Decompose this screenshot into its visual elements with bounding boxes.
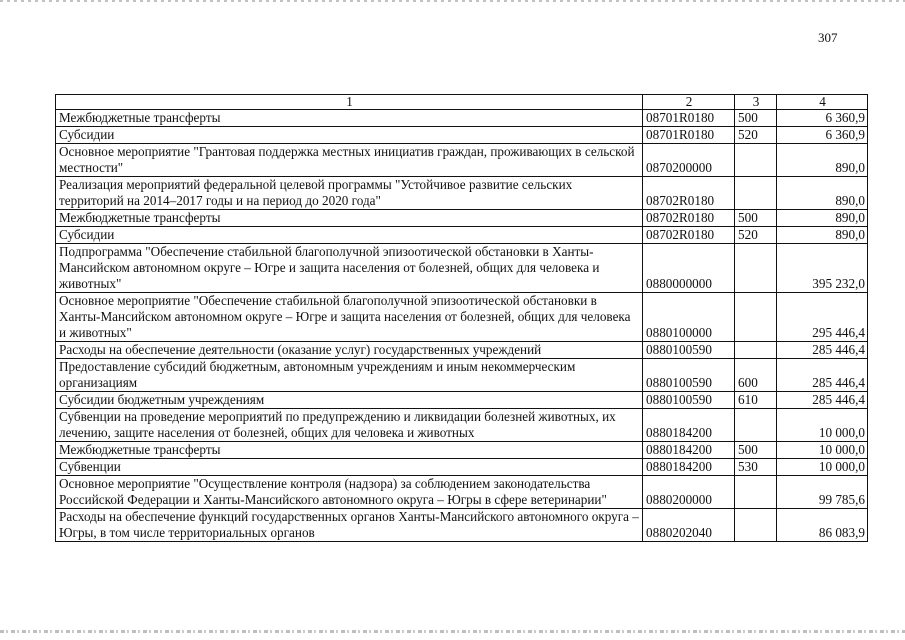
row-name: Основное мероприятие "Обеспечение стабильной благополучной эпизоотической обстановки в Ханты-Мансийском автономном округе – Югре и защита населения от болезней, общих для человека и животных" (56, 293, 643, 342)
row-type: 530 (735, 459, 777, 476)
header-cell-code: 2 (643, 95, 735, 110)
row-type (735, 144, 777, 177)
row-amount: 6 360,9 (777, 127, 868, 144)
row-code: 0880184200 (643, 459, 735, 476)
table-row (56, 342, 868, 359)
row-amount: 86 083,9 (777, 509, 868, 542)
row-amount: 10 000,0 (777, 459, 868, 476)
table-row (56, 509, 868, 542)
table-row (56, 392, 868, 409)
row-amount: 285 446,4 (777, 392, 868, 409)
row-type (735, 509, 777, 542)
table-row (56, 459, 868, 476)
row-type (735, 293, 777, 342)
row-amount: 295 446,4 (777, 293, 868, 342)
row-code: 0870200000 (643, 144, 735, 177)
row-name: Субсидии бюджетным учреждениям (56, 392, 643, 409)
row-type: 520 (735, 127, 777, 144)
row-code: 0880100590 (643, 359, 735, 392)
header-cell-amount: 4 (777, 95, 868, 110)
row-type (735, 342, 777, 359)
table-row (56, 359, 868, 392)
table-row (56, 442, 868, 459)
row-code: 0880100590 (643, 342, 735, 359)
page-number: 307 (818, 30, 838, 45)
row-amount: 99 785,6 (777, 476, 868, 509)
row-code: 08701R0180 (643, 127, 735, 144)
row-type: 600 (735, 359, 777, 392)
header-cell-name: 1 (56, 95, 643, 110)
row-amount: 10 000,0 (777, 409, 868, 442)
table-row (56, 144, 868, 177)
table-row (56, 177, 868, 210)
table-row (56, 227, 868, 244)
row-code: 08702R0180 (643, 177, 735, 210)
row-code: 08701R0180 (643, 110, 735, 127)
row-name: Предоставление субсидий бюджетным, автономным учреждениям и иным некоммерческим организациям (56, 359, 643, 392)
row-code: 0880000000 (643, 244, 735, 293)
row-name: Субвенции на проведение мероприятий по предупреждению и ликвидации болезней животных, их лечению, защите населения от болезней, общих для человека и животных (56, 409, 643, 442)
table-row (56, 110, 868, 127)
table-row (56, 409, 868, 442)
table-row (56, 210, 868, 227)
row-type: 500 (735, 110, 777, 127)
table-row (56, 476, 868, 509)
row-name: Подпрограмма "Обеспечение стабильной благополучной эпизоотической обстановки в Ханты-Мансийском автономном округе – Югре и защита населения от болезней, общих для человека и животных" (56, 244, 643, 293)
row-type (735, 177, 777, 210)
row-name: Основное мероприятие "Осуществление контроля (надзора) за соблюдением законодательства Российской Федерации и Ханты-Мансийского автономного округа – Югры в сфере ветеринарии" (56, 476, 643, 509)
row-code: 08702R0180 (643, 227, 735, 244)
row-type: 500 (735, 442, 777, 459)
row-name: Межбюджетные трансферты (56, 442, 643, 459)
table-row (56, 244, 868, 293)
row-type: 520 (735, 227, 777, 244)
row-name: Межбюджетные трансферты (56, 110, 643, 127)
row-name: Реализация мероприятий федеральной целевой программы "Устойчивое развитие сельских территорий на 2014–2017 годы и на период до 2020 года" (56, 177, 643, 210)
row-amount: 285 446,4 (777, 342, 868, 359)
row-amount: 10 000,0 (777, 442, 868, 459)
row-amount: 890,0 (777, 210, 868, 227)
row-code: 0880184200 (643, 409, 735, 442)
row-type (735, 476, 777, 509)
row-code: 0880100590 (643, 392, 735, 409)
row-amount: 890,0 (777, 177, 868, 210)
header-row (56, 95, 868, 110)
row-name: Субсидии (56, 227, 643, 244)
table-row (56, 293, 868, 342)
row-code: 0880202040 (643, 509, 735, 542)
row-type (735, 244, 777, 293)
table-row (56, 127, 868, 144)
row-amount: 890,0 (777, 227, 868, 244)
row-name: Межбюджетные трансферты (56, 210, 643, 227)
row-type: 500 (735, 210, 777, 227)
row-name: Субсидии (56, 127, 643, 144)
row-amount: 6 360,9 (777, 110, 868, 127)
row-amount: 285 446,4 (777, 359, 868, 392)
row-amount: 395 232,0 (777, 244, 868, 293)
row-type: 610 (735, 392, 777, 409)
row-amount: 890,0 (777, 144, 868, 177)
scan-edge-bottom (0, 630, 905, 633)
row-code: 08702R0180 (643, 210, 735, 227)
scan-edge-top (0, 0, 905, 2)
row-name: Субвенции (56, 459, 643, 476)
row-type (735, 409, 777, 442)
row-name: Расходы на обеспечение деятельности (оказание услуг) государственных учреждений (56, 342, 643, 359)
header-cell-type: 3 (735, 95, 777, 110)
row-code: 0880200000 (643, 476, 735, 509)
row-name: Основное мероприятие "Грантовая поддержка местных инициатив граждан, проживающих в сельской местности" (56, 144, 643, 177)
row-name: Расходы на обеспечение функций государственных органов Ханты-Мансийского автономного округа – Югры, в том числе территориальных органов (56, 509, 643, 542)
row-code: 0880184200 (643, 442, 735, 459)
budget-table (55, 94, 868, 542)
row-code: 0880100000 (643, 293, 735, 342)
